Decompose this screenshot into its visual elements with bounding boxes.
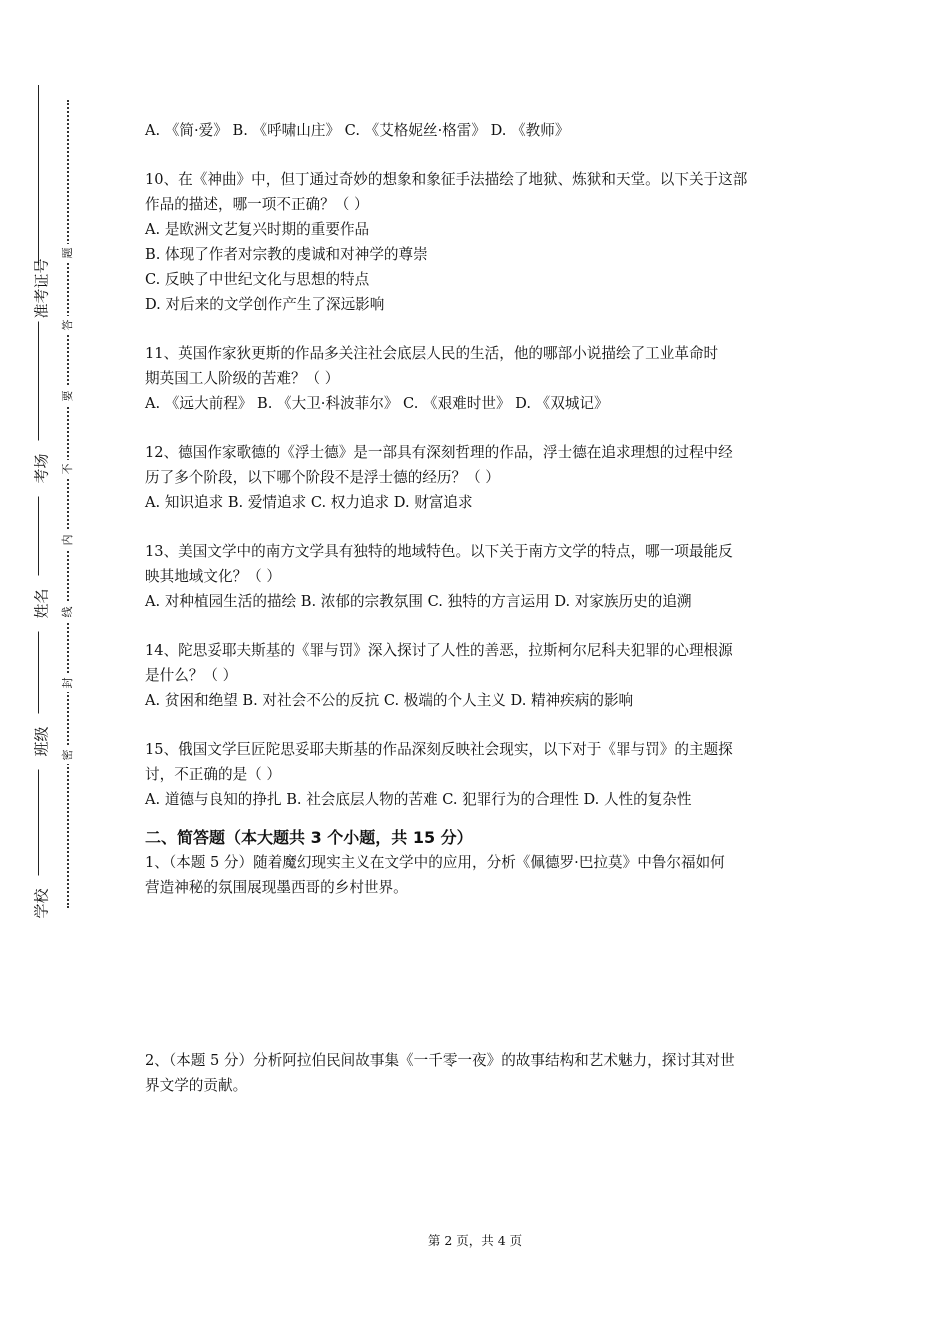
question-text: 营造神秘的氛围展现墨西哥的乡村世界。 xyxy=(145,879,408,896)
question-15 xyxy=(145,737,813,812)
question-14 xyxy=(145,638,813,713)
question-11 xyxy=(145,341,813,416)
label-exam-room: 考场 xyxy=(31,441,52,497)
binding-solid-line xyxy=(38,85,39,925)
question-9-options xyxy=(145,118,813,143)
short-answer-2 xyxy=(145,1048,813,1098)
question-13 xyxy=(145,539,813,614)
option-c: C. 反映了中世纪文化与思想的特点 xyxy=(145,271,370,288)
option-line: A. 对种植园生活的描绘 B. 浓郁的宗教氛围 C. 独特的方言运用 D. 对家族历史的追溯 xyxy=(145,593,692,610)
option-line: A. 道德与良知的挣扎 B. 社会底层人物的苦难 C. 犯罪行为的合理性 D. 人性的复杂性 xyxy=(145,791,692,808)
question-text: 映其地域文化？（ ） xyxy=(145,568,281,585)
option-line: A. 知识追求 B. 爱情追求 C. 权力追求 D. 财富追求 xyxy=(145,494,473,511)
option-line: A. 《简·爱》 B. 《呼啸山庄》 C. 《艾格妮丝·格雷》 D. 《教师》 xyxy=(145,122,570,139)
label-name: 姓名 xyxy=(31,576,52,632)
question-12 xyxy=(145,440,813,515)
seal-char-yao: 要 xyxy=(61,387,75,405)
question-text: 历了多个阶段，以下哪个阶段不是浮士德的经历？（ ） xyxy=(145,469,500,486)
question-text: 讨，不正确的是（ ） xyxy=(145,766,281,783)
option-b: B. 体现了作者对宗教的虔诚和对神学的尊崇 xyxy=(145,246,428,263)
exam-content xyxy=(145,118,813,1098)
option-line: A. 《远大前程》 B. 《大卫·科波菲尔》 C. 《艰难时世》 D. 《双城记》 xyxy=(145,395,609,412)
question-text: 14、陀思妥耶夫斯基的《罪与罚》深入探讨了人性的善恶，拉斯柯尔尼科夫犯罪的心理根源 xyxy=(145,642,733,659)
answer-space[interactable] xyxy=(145,900,813,1048)
question-text: 11、英国作家狄更斯的作品多关注社会底层人民的生活，他的哪部小说描绘了工业革命时 xyxy=(145,345,719,362)
option-a: A. 是欧洲文艺复兴时期的重要作品 xyxy=(145,221,370,238)
seal-char-feng: 封 xyxy=(61,674,75,692)
binding-dotted-line xyxy=(67,100,69,908)
question-text: 作品的描述，哪一项不正确？（ ） xyxy=(145,196,369,213)
seal-char-ti: 题 xyxy=(61,244,75,262)
option-d: D. 对后来的文学创作产生了深远影响 xyxy=(145,296,385,313)
question-text: 13、美国文学中的南方文学具有独特的地域特色。以下关于南方文学的特点，哪一项最能反 xyxy=(145,543,733,560)
question-text: 界文学的贡献。 xyxy=(145,1077,248,1094)
question-text: 2、（本题 5 分）分析阿拉伯民间故事集《一千零一夜》的故事结构和艺术魅力，探讨其对世 xyxy=(145,1052,735,1069)
question-text: 期英国工人阶级的苦难？（ ） xyxy=(145,370,340,387)
question-text: 12、德国作家歌德的《浮士德》是一部具有深刻哲理的作品，浮士德在追求理想的过程中经 xyxy=(145,444,733,461)
seal-char-xian: 线 xyxy=(61,603,75,621)
question-text: 是什么？（ ） xyxy=(145,667,238,684)
page-footer: 第 2 页，共 4 页 xyxy=(427,1233,523,1248)
label-school: 学校 xyxy=(31,876,52,932)
label-class: 班级 xyxy=(31,714,52,770)
question-text: 1、（本题 5 分）随着魔幻现实主义在文学中的应用，分析《佩德罗·巴拉莫》中鲁尔福如何 xyxy=(145,854,725,871)
short-answer-1 xyxy=(145,850,813,900)
seal-char-nei: 内 xyxy=(61,531,75,549)
question-text: 10、在《神曲》中，但丁通过奇妙的想象和象征手法描绘了地狱、炼狱和天堂。以下关于这部 xyxy=(145,171,748,188)
question-text: 15、俄国文学巨匠陀思妥耶夫斯基的作品深刻反映社会现实，以下对于《罪与罚》的主题探 xyxy=(145,741,733,758)
seal-char-mi: 密 xyxy=(61,746,75,764)
question-10 xyxy=(145,167,813,317)
section-title: 二、简答题（本大题共 3 个小题，共 15 分） xyxy=(145,828,473,847)
label-exam-number: 准考证号 xyxy=(31,266,52,322)
seal-char-bu: 不 xyxy=(61,460,75,478)
seal-char-da: 答 xyxy=(61,316,75,334)
option-line: A. 贫困和绝望 B. 对社会不公的反抗 C. 极端的个人主义 D. 精神疾病的影响 xyxy=(145,692,634,709)
